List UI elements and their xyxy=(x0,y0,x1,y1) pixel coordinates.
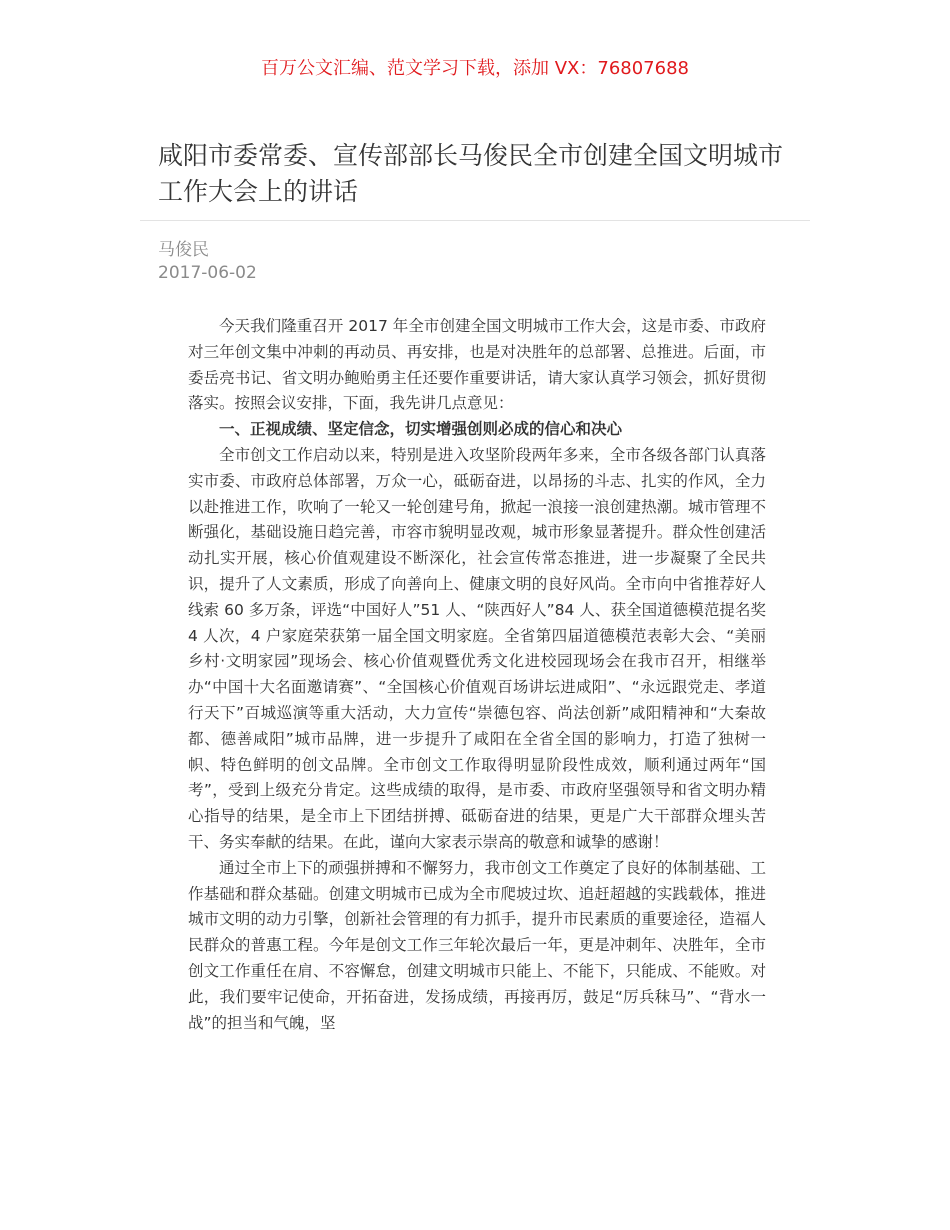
title-divider xyxy=(140,220,810,221)
promo-banner: 百万公文汇编、范文学习下载，添加 VX：76807688 xyxy=(261,58,689,79)
section-heading: 一、正视成绩、坚定信念，切实增强创则必成的信心和决心 xyxy=(219,420,623,439)
article-author: 马俊民 xyxy=(158,240,209,260)
article-date: 2017-06-02 xyxy=(158,263,257,283)
body-paragraph: 全市创文工作启动以来，特别是进入攻坚阶段两年多来，全市各级各部门认真落实市委、市政府总体部署，万众一心，砥砺奋进，以昂扬的斗志、扎实的作风，全力以赴推进工作，吹响了一轮又一轮创建号角，掀起一浪接一浪创建热潮。城市管理不断强化，基础设施日趋完善，市容市貌明显改观，城市形象显著提升。群众性创建活动扎实开展，核心价值观建设不断深化，社会宣传常态推进，进一步凝聚了全民共识，提升了人文素质，形成了向善向上、健康文明的良好风尚。全市向中省推荐好人线索 60 多万条，评选“中国好人”51 人、“陕西好人”84 人、获全国道德模范提名奖 4 人次，4 户家庭荣获第一届全国文明家庭。全省第四届道德模范表彰大会、“美丽乡村·文明家园”现场会、核心价值观暨优秀文化进校园现场会在我市召开，相继举办“中国十大名面邀请赛”、“全国核心价值观百场讲坛进咸阳”、“永远跟党走、孝道行天下”百城巡演等重大活动，大力宣传“崇德包容、尚法创新”咸阳精神和“大秦故都、德善咸阳”城市品牌，进一步提升了咸阳在全省全国的影响力，打造了独树一帜、特色鲜明的创文品牌。全市创文工作取得明显阶段性成效，顺利通过两年“国考”，受到上级充分肯定。这些成绩的取得，是市委、市政府坚强领导和省文明办精心指导的结果，是全市上下团结拼搏、砥砺奋进的结果，更是广大干部群众埋头苦干、务实奉献的结果。在此，谨向大家表示崇高的敬意和诚挚的感谢！ xyxy=(188,445,766,851)
body-paragraph: 通过全市上下的顽强拼搏和不懈努力，我市创文工作奠定了良好的体制基础、工作基础和群众基础。创建文明城市已成为全市爬坡过坎、追赶超越的实践载体，推进城市文明的动力引擎，创新社会管理的有力抓手，提升市民素质的重要途径，造福人民群众的普惠工程。今年是创文工作三年轮次最后一年，更是冲刺年、决胜年，全市创文工作重任在肩、不容懈怠，创建文明城市只能上、不能下，只能成、不能败。对此，我们要牢记使命，开拓奋进，发扬成绩，再接再厉，鼓足“厉兵秣马”、“背水一战”的担当和气魄，坚 xyxy=(188,858,766,1032)
body-paragraph: 今天我们隆重召开 2017 年全市创建全国文明城市工作大会，这是市委、市政府对三年创文集中冲刺的再动员、再安排，也是对决胜年的总部署、总推进。后面，市委岳亮书记、省文明办鲍贻勇主任还要作重要讲话，请大家认真学习领会，抓好贯彻落实。按照会议安排，下面，我先讲几点意见： xyxy=(188,317,766,413)
article-title: 咸阳市委常委、宣传部部长马俊民全市创建全国文明城市工作大会上的讲话 xyxy=(158,141,784,206)
article-body xyxy=(188,314,766,1036)
